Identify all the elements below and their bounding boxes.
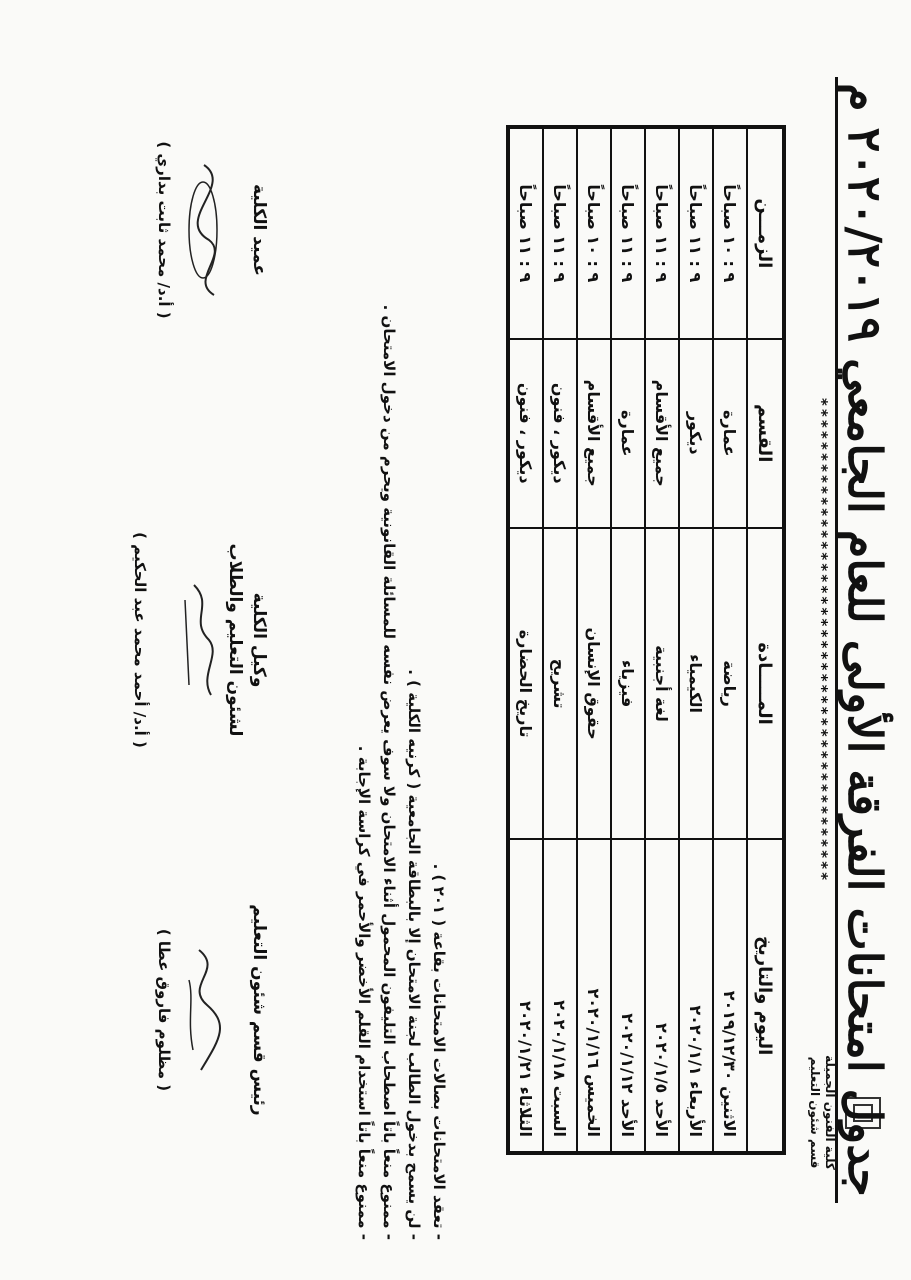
signature-title: وكيل الكلية — [249, 592, 269, 688]
cell-date: الأحد ٢٠٢٠/١/٥ — [645, 839, 679, 1153]
signature-subtitle: لشئون التعليم والطلاب — [225, 543, 245, 737]
cell-date: الاثنين ٢٠١٩/١٢/٣٠ — [713, 839, 747, 1153]
logo-line-faculty: كلية الفنون الجميلة — [823, 1055, 837, 1170]
title-decoration: ******************************************** — [813, 397, 831, 883]
exam-notes — [351, 90, 451, 1240]
table-row — [543, 127, 577, 1153]
note-mobile-phone: - ممنوع منعاً باتاً اصطحاب التليفون المحمول أثناء الامتحان ولا سوف يعرض نفسه للمسائلة القانونية ويحرم من دخول الامتحان . — [380, 304, 398, 1240]
cell-date: الثلاثاء ٢٠٢٠/١/٢١ — [508, 839, 543, 1153]
cell-time: ٩ : ١١ صباحاً — [543, 127, 577, 339]
cell-department: جميع الأقسام — [577, 339, 611, 528]
cell-time: ٩ : ١١ صباحاً — [508, 127, 543, 339]
logo-line-department: قسم شئون التعليم — [808, 1056, 822, 1169]
cell-subject: حقوق الإنسان — [577, 528, 611, 840]
header-date: اليوم والتاريخ — [747, 839, 784, 1153]
cell-subject: تشريح — [543, 528, 577, 840]
note-exam-hall: - تعقد الامتحانات بصالات الامتحانات بقاعة ( ٢٠١ ) . — [430, 863, 448, 1240]
page-title — [837, 0, 893, 1280]
table-row — [645, 127, 679, 1153]
cell-department: جميع الأقسام — [645, 339, 679, 528]
cell-time: ٩ : ١١ صباحاً — [611, 127, 645, 339]
cell-subject: رياضة — [713, 528, 747, 840]
signatory-name: ( أ.د/ أحمد محمد عبد الحكيم ) — [131, 532, 149, 748]
table-row — [611, 127, 645, 1153]
cell-department: ديكور — [679, 339, 713, 528]
header-time: الزمـــن — [747, 127, 784, 339]
cell-time: ٩ : ١١ صباحاً — [679, 127, 713, 339]
signatory-name: ( مظلوم فاروق عطا ) — [155, 928, 173, 1092]
handwritten-signature-icon — [179, 570, 229, 710]
signatory-name: ( أ.د/ محمد ثابت بداري ) — [155, 141, 173, 319]
cell-department: عمارة — [713, 339, 747, 528]
signature-block-vice-dean — [131, 490, 271, 790]
note-id-card: - لن يسمح بدخول الطالب لجنة الامتحان إلا بالبطاقة الجامعية ( كرنيه الكلية ) . — [405, 669, 423, 1240]
cell-department: ديكور ، فنون — [508, 339, 543, 528]
table-row — [713, 127, 747, 1153]
handwritten-signature-icon — [179, 160, 229, 300]
signature-title: عميد الكلية — [249, 184, 269, 276]
cell-time: ٩ : ١٠ صباحاً — [713, 127, 747, 339]
page-title-text: جدول امتحانات الفرقة الأولى للعام الجامعي ٢٠٢٠/٢٠١٩ م — [835, 77, 892, 1203]
signature-title: رئيس قسم شئون التعليم — [249, 904, 269, 1116]
exam-schedule-table — [506, 125, 786, 1155]
cell-subject: لغة أجنبية — [645, 528, 679, 840]
cell-date: الأحد ٢٠٢٠/١/١٢ — [611, 839, 645, 1153]
cell-date: السبت ٢٠٢٠/١/١٨ — [543, 839, 577, 1153]
cell-date: الخميس ٢٠٢٠/١/١٦ — [577, 839, 611, 1153]
table-row — [679, 127, 713, 1153]
cell-subject: الكيمياء — [679, 528, 713, 840]
signature-block-education-head — [155, 860, 271, 1160]
cell-subject: فيزياء — [611, 528, 645, 840]
note-pen-colors: - ممنوع منعاً باتاً استخدام القلم الأخضر والأحمر في كراسة الإجابة . — [355, 745, 373, 1240]
cell-subject: تاريخ الحضارة — [508, 528, 543, 840]
header-subject: المـــــادة — [747, 528, 784, 840]
signature-block-dean — [155, 80, 271, 380]
handwritten-signature-icon — [179, 940, 229, 1080]
cell-department: عمارة — [611, 339, 645, 528]
cell-time: ٩ : ١٠ صباحاً — [577, 127, 611, 339]
table-row — [508, 127, 543, 1153]
header-department: القسم — [747, 339, 784, 528]
cell-department: ديكور ، فنون — [543, 339, 577, 528]
cell-date: الأربعاء ٢٠٢٠/١/١ — [679, 839, 713, 1153]
cell-time: ٩ : ١١ صباحاً — [645, 127, 679, 339]
table-header-row — [747, 127, 784, 1153]
table-row — [577, 127, 611, 1153]
